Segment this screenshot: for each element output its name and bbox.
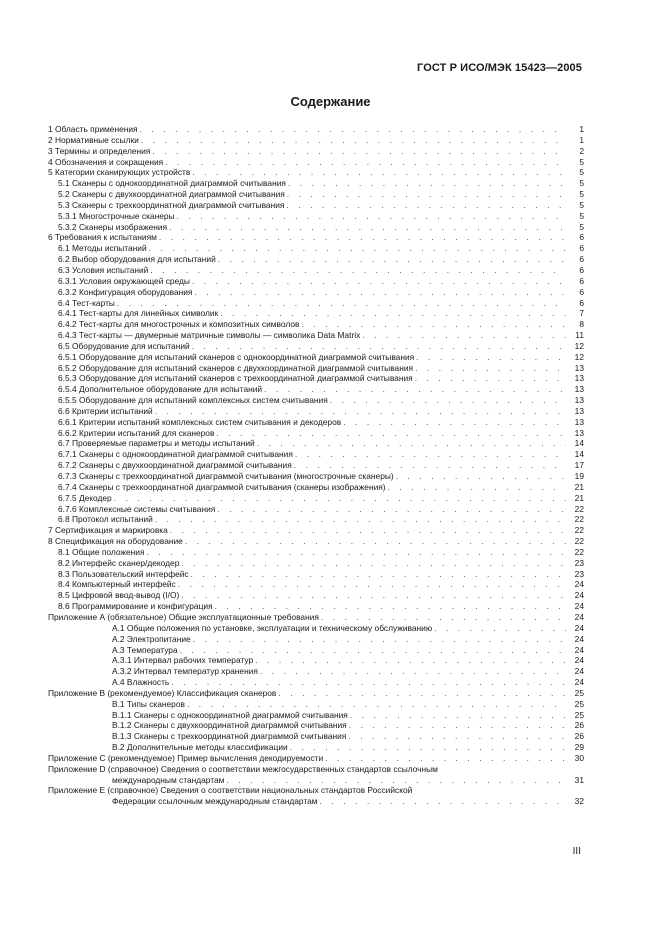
toc-entry-page: 24 bbox=[566, 645, 584, 656]
toc-entry-title: 6.1 Методы испытаний bbox=[58, 243, 147, 254]
toc-entry-title: А.3.2 Интервал температур хранения bbox=[112, 666, 258, 677]
toc-entry-title: Приложение В (рекомендуемое) Классификация сканеров bbox=[48, 687, 277, 698]
toc-entry[interactable] bbox=[48, 319, 584, 330]
toc-entry-page: 24 bbox=[566, 655, 584, 666]
dot-leader bbox=[321, 612, 566, 623]
toc-entry-page: 24 bbox=[566, 623, 584, 634]
toc-entry-title: 6.7.3 Сканеры с трехкоординатной диаграммой считывания (многострочные сканеры) bbox=[58, 471, 394, 481]
toc-entry-page: 19 bbox=[566, 471, 584, 482]
dot-leader bbox=[294, 460, 566, 471]
dot-leader bbox=[301, 319, 566, 330]
dot-leader bbox=[114, 493, 566, 504]
toc-entry[interactable] bbox=[48, 536, 584, 547]
toc-entry-title: 6.8 Протокол испытаний bbox=[58, 514, 153, 525]
toc-entry-page: 21 bbox=[566, 482, 584, 493]
toc-entry[interactable] bbox=[48, 265, 584, 276]
toc-entry[interactable] bbox=[48, 785, 584, 807]
toc-entry[interactable] bbox=[48, 471, 584, 482]
toc-entry[interactable] bbox=[48, 178, 584, 189]
toc-entry[interactable] bbox=[48, 222, 584, 233]
toc-entry-page: 13 bbox=[566, 363, 584, 374]
toc-entry[interactable] bbox=[48, 449, 584, 460]
toc-entry-page: 13 bbox=[566, 406, 584, 417]
toc-entry[interactable] bbox=[48, 330, 584, 341]
toc-entry[interactable] bbox=[48, 504, 584, 515]
dot-leader bbox=[180, 645, 566, 656]
toc-entry[interactable] bbox=[48, 308, 584, 319]
dot-leader bbox=[287, 189, 566, 200]
dot-leader bbox=[257, 438, 566, 449]
toc-entry-page: 2 bbox=[566, 146, 584, 157]
toc-entry-page: 6 bbox=[566, 298, 584, 309]
toc-entry-page: 21 bbox=[566, 493, 584, 504]
dot-leader bbox=[288, 178, 566, 189]
dot-leader bbox=[320, 796, 566, 807]
toc-entry[interactable] bbox=[48, 655, 584, 666]
toc-entry-page: 24 bbox=[566, 634, 584, 645]
dot-leader bbox=[152, 146, 566, 157]
toc-entry-page: 6 bbox=[566, 287, 584, 298]
toc-entry[interactable] bbox=[48, 579, 584, 590]
toc-entry-title: 6.7 Проверяемые параметры и методы испытаний bbox=[58, 438, 255, 449]
toc-entry-title: 6.7.2 Сканеры с двухкоординатной диаграммой считывания bbox=[58, 460, 292, 471]
toc-entry[interactable] bbox=[48, 406, 584, 417]
dot-leader bbox=[177, 211, 566, 222]
toc-entry-page: 22 bbox=[566, 514, 584, 525]
toc-entry[interactable] bbox=[48, 742, 584, 753]
toc-entry-page: 25 bbox=[566, 688, 584, 699]
toc-entry-page: 14 bbox=[566, 438, 584, 449]
dot-leader bbox=[264, 384, 566, 395]
page-title: Содержание bbox=[290, 94, 371, 109]
toc-entry-page: 6 bbox=[566, 276, 584, 287]
toc-entry[interactable] bbox=[48, 590, 584, 601]
toc-entry-title: В.1.2 Сканеры с двухкоординатной диаграммой считывания bbox=[112, 720, 347, 731]
toc-entry[interactable] bbox=[48, 200, 584, 211]
toc-entry-title: 7 Сертификация и маркировка bbox=[48, 525, 168, 536]
toc-entry-title: 5.1 Сканеры с однокоординатной диаграммой считывания bbox=[58, 178, 286, 189]
toc-entry-title: 6.7.6 Комплексные системы считывания bbox=[58, 503, 216, 514]
toc-entry-page: 6 bbox=[566, 265, 584, 276]
toc-entry-title: 6.7.5 Декодер bbox=[58, 492, 112, 503]
toc-entry-page: 31 bbox=[566, 775, 584, 786]
toc-entry-page: 22 bbox=[566, 547, 584, 558]
toc-entry-title: Приложение С (рекомендуемое) Пример вычисления декодируемости bbox=[48, 752, 324, 763]
toc-entry[interactable] bbox=[48, 243, 584, 254]
toc-entry-title: А.3.1 Интервал рабочих температур bbox=[112, 655, 254, 666]
toc-entry[interactable] bbox=[48, 232, 584, 243]
toc-entry[interactable] bbox=[48, 167, 584, 178]
toc-entry-page: 13 bbox=[566, 373, 584, 384]
toc-entry-page: 30 bbox=[566, 753, 584, 764]
toc-entry-title: 8 Спецификация на оборудование bbox=[48, 536, 183, 547]
toc-entry-page: 25 bbox=[566, 710, 584, 721]
toc-entry-title: 6.4.1 Тест-карты для линейных символик bbox=[58, 308, 219, 319]
toc-entry-page: 5 bbox=[566, 189, 584, 200]
toc-entry[interactable] bbox=[48, 569, 584, 580]
dot-leader bbox=[187, 699, 566, 710]
toc-entry[interactable] bbox=[48, 764, 584, 786]
toc-entry-page: 24 bbox=[566, 579, 584, 590]
toc-entry-title: А.1 Общие положения по установке, эксплуатации и техническому обслуживанию bbox=[112, 622, 433, 633]
toc-entry-title: Приложение Е (справочное) Сведения о соответствии национальных стандартов Российской bbox=[48, 785, 413, 796]
toc-entry-title: 6.5.1 Оборудование для испытаний сканеров с однокоординатной диаграммой считывания bbox=[58, 351, 415, 362]
toc-entry[interactable] bbox=[48, 341, 584, 352]
toc-entry[interactable] bbox=[48, 135, 584, 146]
toc-entry[interactable] bbox=[48, 254, 584, 265]
dot-leader bbox=[181, 558, 566, 569]
toc-entry-page: 24 bbox=[566, 590, 584, 601]
toc-entry-page: 12 bbox=[566, 341, 584, 352]
dot-leader bbox=[434, 623, 566, 634]
dot-leader bbox=[217, 504, 566, 515]
toc-entry-page: 1 bbox=[566, 124, 584, 135]
toc-entry-page: 26 bbox=[566, 720, 584, 731]
toc-entry-title: 8.5 Цифровой ввод-вывод (I/O) bbox=[58, 590, 180, 601]
dot-leader bbox=[388, 482, 566, 493]
dot-leader bbox=[325, 753, 566, 764]
toc-entry-page: 22 bbox=[566, 525, 584, 536]
toc-entry-title: 8.3 Пользовательский интерфейс bbox=[58, 568, 189, 579]
toc-entry[interactable] bbox=[48, 558, 584, 569]
dot-leader bbox=[178, 579, 566, 590]
toc-entry-title: 6.7.4 Сканеры с трехкоординатной диаграммой считывания (сканеры изображения) bbox=[58, 481, 386, 492]
toc-entry-title: 6.2 Выбор оборудования для испытаний bbox=[58, 254, 216, 265]
toc-entry[interactable] bbox=[48, 287, 584, 298]
toc-entry-title: 4 Обозначения и сокращения bbox=[48, 156, 164, 167]
toc-entry-title: 8.4 Компьютерный интерфейс bbox=[58, 579, 176, 590]
toc-entry-title: 6.5 Оборудование для испытаний bbox=[58, 340, 190, 351]
toc-entry[interactable] bbox=[48, 547, 584, 558]
dot-leader bbox=[194, 287, 566, 298]
toc-entry-title: 6.5.4 Дополнительное оборудование для испытаний bbox=[58, 384, 263, 395]
page-number: III bbox=[572, 846, 581, 857]
dot-leader bbox=[215, 601, 566, 612]
toc-entry[interactable] bbox=[48, 276, 584, 287]
dot-leader bbox=[216, 428, 566, 439]
toc-entry-title: 3 Термины и определения bbox=[48, 145, 151, 156]
toc-entry-page: 23 bbox=[566, 569, 584, 580]
toc-entry-title: Приложение D (справочное) Сведения о соответствии межгосударственных стандартов ссылочным bbox=[48, 763, 438, 774]
toc-entry-title: 6.4 Тест-карты bbox=[58, 297, 115, 308]
toc-entry-title: 6.5.5 Оборудование для испытаний комплексных систем считывания bbox=[58, 395, 328, 406]
toc-entry[interactable] bbox=[48, 666, 584, 677]
toc-entry-title: 2 Нормативные ссылки bbox=[48, 134, 139, 145]
toc-entry-page: 24 bbox=[566, 612, 584, 623]
dot-leader bbox=[159, 232, 566, 243]
toc-entry[interactable] bbox=[48, 623, 584, 634]
toc-entry[interactable] bbox=[48, 601, 584, 612]
toc-entry-page: 13 bbox=[566, 395, 584, 406]
toc-entry-page: 24 bbox=[566, 601, 584, 612]
toc-entry-page: 11 bbox=[566, 330, 584, 341]
toc-entry[interactable] bbox=[48, 438, 584, 449]
toc-entry[interactable] bbox=[48, 493, 584, 504]
dot-leader bbox=[290, 742, 566, 753]
toc-entry-title: 5.3.1 Многострочные сканеры bbox=[58, 210, 175, 221]
dot-leader bbox=[348, 731, 566, 742]
toc-entry-title: 6.6 Критерии испытаний bbox=[58, 405, 153, 416]
toc-entry-title: 6.5.2 Оборудование для испытаний сканеров с двухкоординатной диаграммой считывания bbox=[58, 362, 414, 373]
toc-entry-title: 6 Требования к испытаниям bbox=[48, 232, 157, 243]
dot-leader bbox=[155, 406, 566, 417]
dot-leader bbox=[362, 330, 566, 341]
toc-entry-title: 1 Область применения bbox=[48, 124, 138, 134]
dot-leader bbox=[171, 677, 566, 688]
dot-leader bbox=[415, 373, 566, 384]
toc-entry[interactable] bbox=[48, 157, 584, 168]
dot-leader bbox=[169, 222, 566, 233]
dot-leader bbox=[181, 590, 566, 601]
toc-entry-title: В.1 Типы сканеров bbox=[112, 698, 185, 709]
toc-entry-title: В.2 Дополнительные методы классификации bbox=[112, 742, 288, 753]
toc-entry-page: 22 bbox=[566, 536, 584, 547]
dot-leader bbox=[255, 655, 566, 666]
toc-entry-page: 14 bbox=[566, 449, 584, 460]
toc-entry[interactable] bbox=[48, 645, 584, 656]
dot-leader bbox=[170, 525, 566, 536]
toc-entry-page: 29 bbox=[566, 742, 584, 753]
toc-entry-page: 7 bbox=[566, 308, 584, 319]
toc-entry-page: 1 bbox=[566, 135, 584, 146]
toc-entry-page: 5 bbox=[566, 178, 584, 189]
dot-leader bbox=[149, 243, 566, 254]
toc-entry-page: 23 bbox=[566, 558, 584, 569]
table-of-contents bbox=[48, 124, 584, 807]
toc-entry[interactable] bbox=[48, 514, 584, 525]
toc-entry[interactable] bbox=[48, 634, 584, 645]
dot-leader bbox=[191, 569, 566, 580]
toc-entry[interactable] bbox=[48, 363, 584, 374]
dot-leader bbox=[330, 395, 566, 406]
toc-entry[interactable] bbox=[48, 189, 584, 200]
toc-entry-title: 6.4.3 Тест-карты — двумерные матричные символы — символика Data Matrix bbox=[58, 330, 361, 341]
dot-leader bbox=[415, 363, 566, 374]
toc-entry[interactable] bbox=[48, 146, 584, 157]
document-header: ГОСТ Р ИСО/МЭК 15423—2005 bbox=[417, 62, 582, 74]
toc-entry[interactable] bbox=[48, 211, 584, 222]
toc-entry-title: Приложение А (обязательное) Общие эксплуатационные требования bbox=[48, 611, 319, 622]
toc-entry-page: 6 bbox=[566, 254, 584, 265]
toc-entry-title: 6.7.1 Сканеры с однокоординатной диаграммой считывания bbox=[58, 449, 293, 460]
dot-leader bbox=[295, 449, 566, 460]
dot-leader bbox=[192, 167, 566, 178]
toc-entry[interactable] bbox=[48, 688, 584, 699]
dot-leader bbox=[192, 276, 566, 287]
toc-entry-title: 6.4.2 Тест-карты для многострочных и композитных символов bbox=[58, 319, 300, 330]
toc-entry-title: 5 Категории сканирующих устройств bbox=[48, 167, 191, 178]
toc-entry-title: В.1.1 Сканеры с однокоординатной диаграммой считывания bbox=[112, 709, 348, 720]
dot-leader bbox=[396, 471, 566, 482]
toc-entry-title: 8.6 Программирование и конфигурация bbox=[58, 601, 213, 612]
toc-entry[interactable] bbox=[48, 124, 584, 135]
toc-entry-title: 6.5.3 Оборудование для испытаний сканеров с трехкоординатной диаграммой считывания bbox=[58, 373, 413, 384]
toc-entry[interactable] bbox=[48, 482, 584, 493]
dot-leader bbox=[416, 352, 566, 363]
toc-entry[interactable] bbox=[48, 525, 584, 536]
toc-entry-title: 5.3 Сканеры с трехкоординатной диаграммой считывания bbox=[58, 199, 285, 210]
toc-entry[interactable] bbox=[48, 720, 584, 731]
toc-entry-page: 24 bbox=[566, 666, 584, 677]
toc-entry[interactable] bbox=[48, 428, 584, 439]
toc-entry-page: 17 bbox=[566, 460, 584, 471]
dot-leader bbox=[260, 666, 566, 677]
dot-leader bbox=[226, 775, 566, 786]
toc-entry[interactable] bbox=[48, 298, 584, 309]
dot-leader bbox=[141, 135, 566, 146]
toc-entry-page: 22 bbox=[566, 504, 584, 515]
dot-leader bbox=[117, 298, 566, 309]
toc-entry-title: 6.3 Условия испытаний bbox=[58, 264, 149, 275]
toc-entry-page: 5 bbox=[566, 200, 584, 211]
toc-entry-page: 24 bbox=[566, 677, 584, 688]
dot-leader bbox=[165, 157, 566, 168]
toc-entry-title-continued: международным стандартам bbox=[112, 774, 225, 785]
toc-entry[interactable] bbox=[48, 384, 584, 395]
toc-entry-title: 5.3.2 Сканеры изображения bbox=[58, 221, 168, 232]
toc-entry-title: 6.3.2 Конфигурация оборудования bbox=[58, 286, 193, 297]
toc-entry[interactable] bbox=[48, 395, 584, 406]
dot-leader bbox=[193, 634, 566, 645]
toc-entry-title: 6.3.1 Условия окружающей среды bbox=[58, 275, 190, 286]
dot-leader bbox=[286, 200, 566, 211]
toc-entry-title: А.2 Электропитание bbox=[112, 633, 191, 644]
toc-entry[interactable] bbox=[48, 677, 584, 688]
toc-entry[interactable] bbox=[48, 753, 584, 764]
toc-entry-page: 25 bbox=[566, 699, 584, 710]
toc-entry-page: 12 bbox=[566, 352, 584, 363]
toc-entry-title: 6.6.2 Критерии испытаний для сканеров bbox=[58, 427, 215, 438]
toc-entry[interactable] bbox=[48, 352, 584, 363]
toc-entry[interactable] bbox=[48, 710, 584, 721]
toc-entry-page: 13 bbox=[566, 417, 584, 428]
toc-entry-page: 6 bbox=[566, 232, 584, 243]
toc-entry-page: 32 bbox=[566, 796, 584, 807]
toc-entry-page: 6 bbox=[566, 243, 584, 254]
dot-leader bbox=[155, 514, 566, 525]
dot-leader bbox=[278, 688, 566, 699]
dot-leader bbox=[350, 710, 566, 721]
toc-entry[interactable] bbox=[48, 417, 584, 428]
toc-entry[interactable] bbox=[48, 612, 584, 623]
toc-entry[interactable] bbox=[48, 699, 584, 710]
toc-entry-title: А.3 Температура bbox=[112, 644, 178, 655]
dot-leader bbox=[150, 265, 566, 276]
toc-entry-page: 13 bbox=[566, 428, 584, 439]
toc-entry-page: 13 bbox=[566, 384, 584, 395]
toc-entry-title: А.4 Влажность bbox=[112, 677, 170, 688]
toc-entry[interactable] bbox=[48, 373, 584, 384]
toc-entry-title: 6.6.1 Критерии испытаний комплексных систем считывания и декодеров bbox=[58, 416, 342, 427]
dot-leader bbox=[349, 720, 566, 731]
toc-entry-title: 5.2 Сканеры с двухкоординатной диаграммой считывания bbox=[58, 189, 285, 200]
toc-entry-title: В.1.3 Сканеры с трехкоординатной диаграммой считывания bbox=[112, 731, 347, 742]
dot-leader bbox=[218, 254, 566, 265]
toc-entry-title: 8.1 Общие положения bbox=[58, 546, 145, 557]
toc-entry-page: 5 bbox=[566, 157, 584, 168]
dot-leader bbox=[140, 124, 566, 135]
dot-leader bbox=[220, 308, 566, 319]
toc-entry-page: 5 bbox=[566, 211, 584, 222]
toc-entry-page: 5 bbox=[566, 222, 584, 233]
toc-entry-title-continued: Федерации ссылочным международным стандартам bbox=[112, 796, 318, 807]
toc-entry-page: 8 bbox=[566, 319, 584, 330]
dot-leader bbox=[343, 417, 566, 428]
toc-entry[interactable] bbox=[48, 731, 584, 742]
toc-entry-page: 26 bbox=[566, 731, 584, 742]
dot-leader bbox=[147, 547, 567, 558]
toc-entry-page: 5 bbox=[566, 167, 584, 178]
dot-leader bbox=[185, 536, 566, 547]
dot-leader bbox=[192, 341, 566, 352]
toc-entry-title: 8.2 Интерфейс сканер/декодер bbox=[58, 557, 180, 568]
toc-entry[interactable] bbox=[48, 460, 584, 471]
